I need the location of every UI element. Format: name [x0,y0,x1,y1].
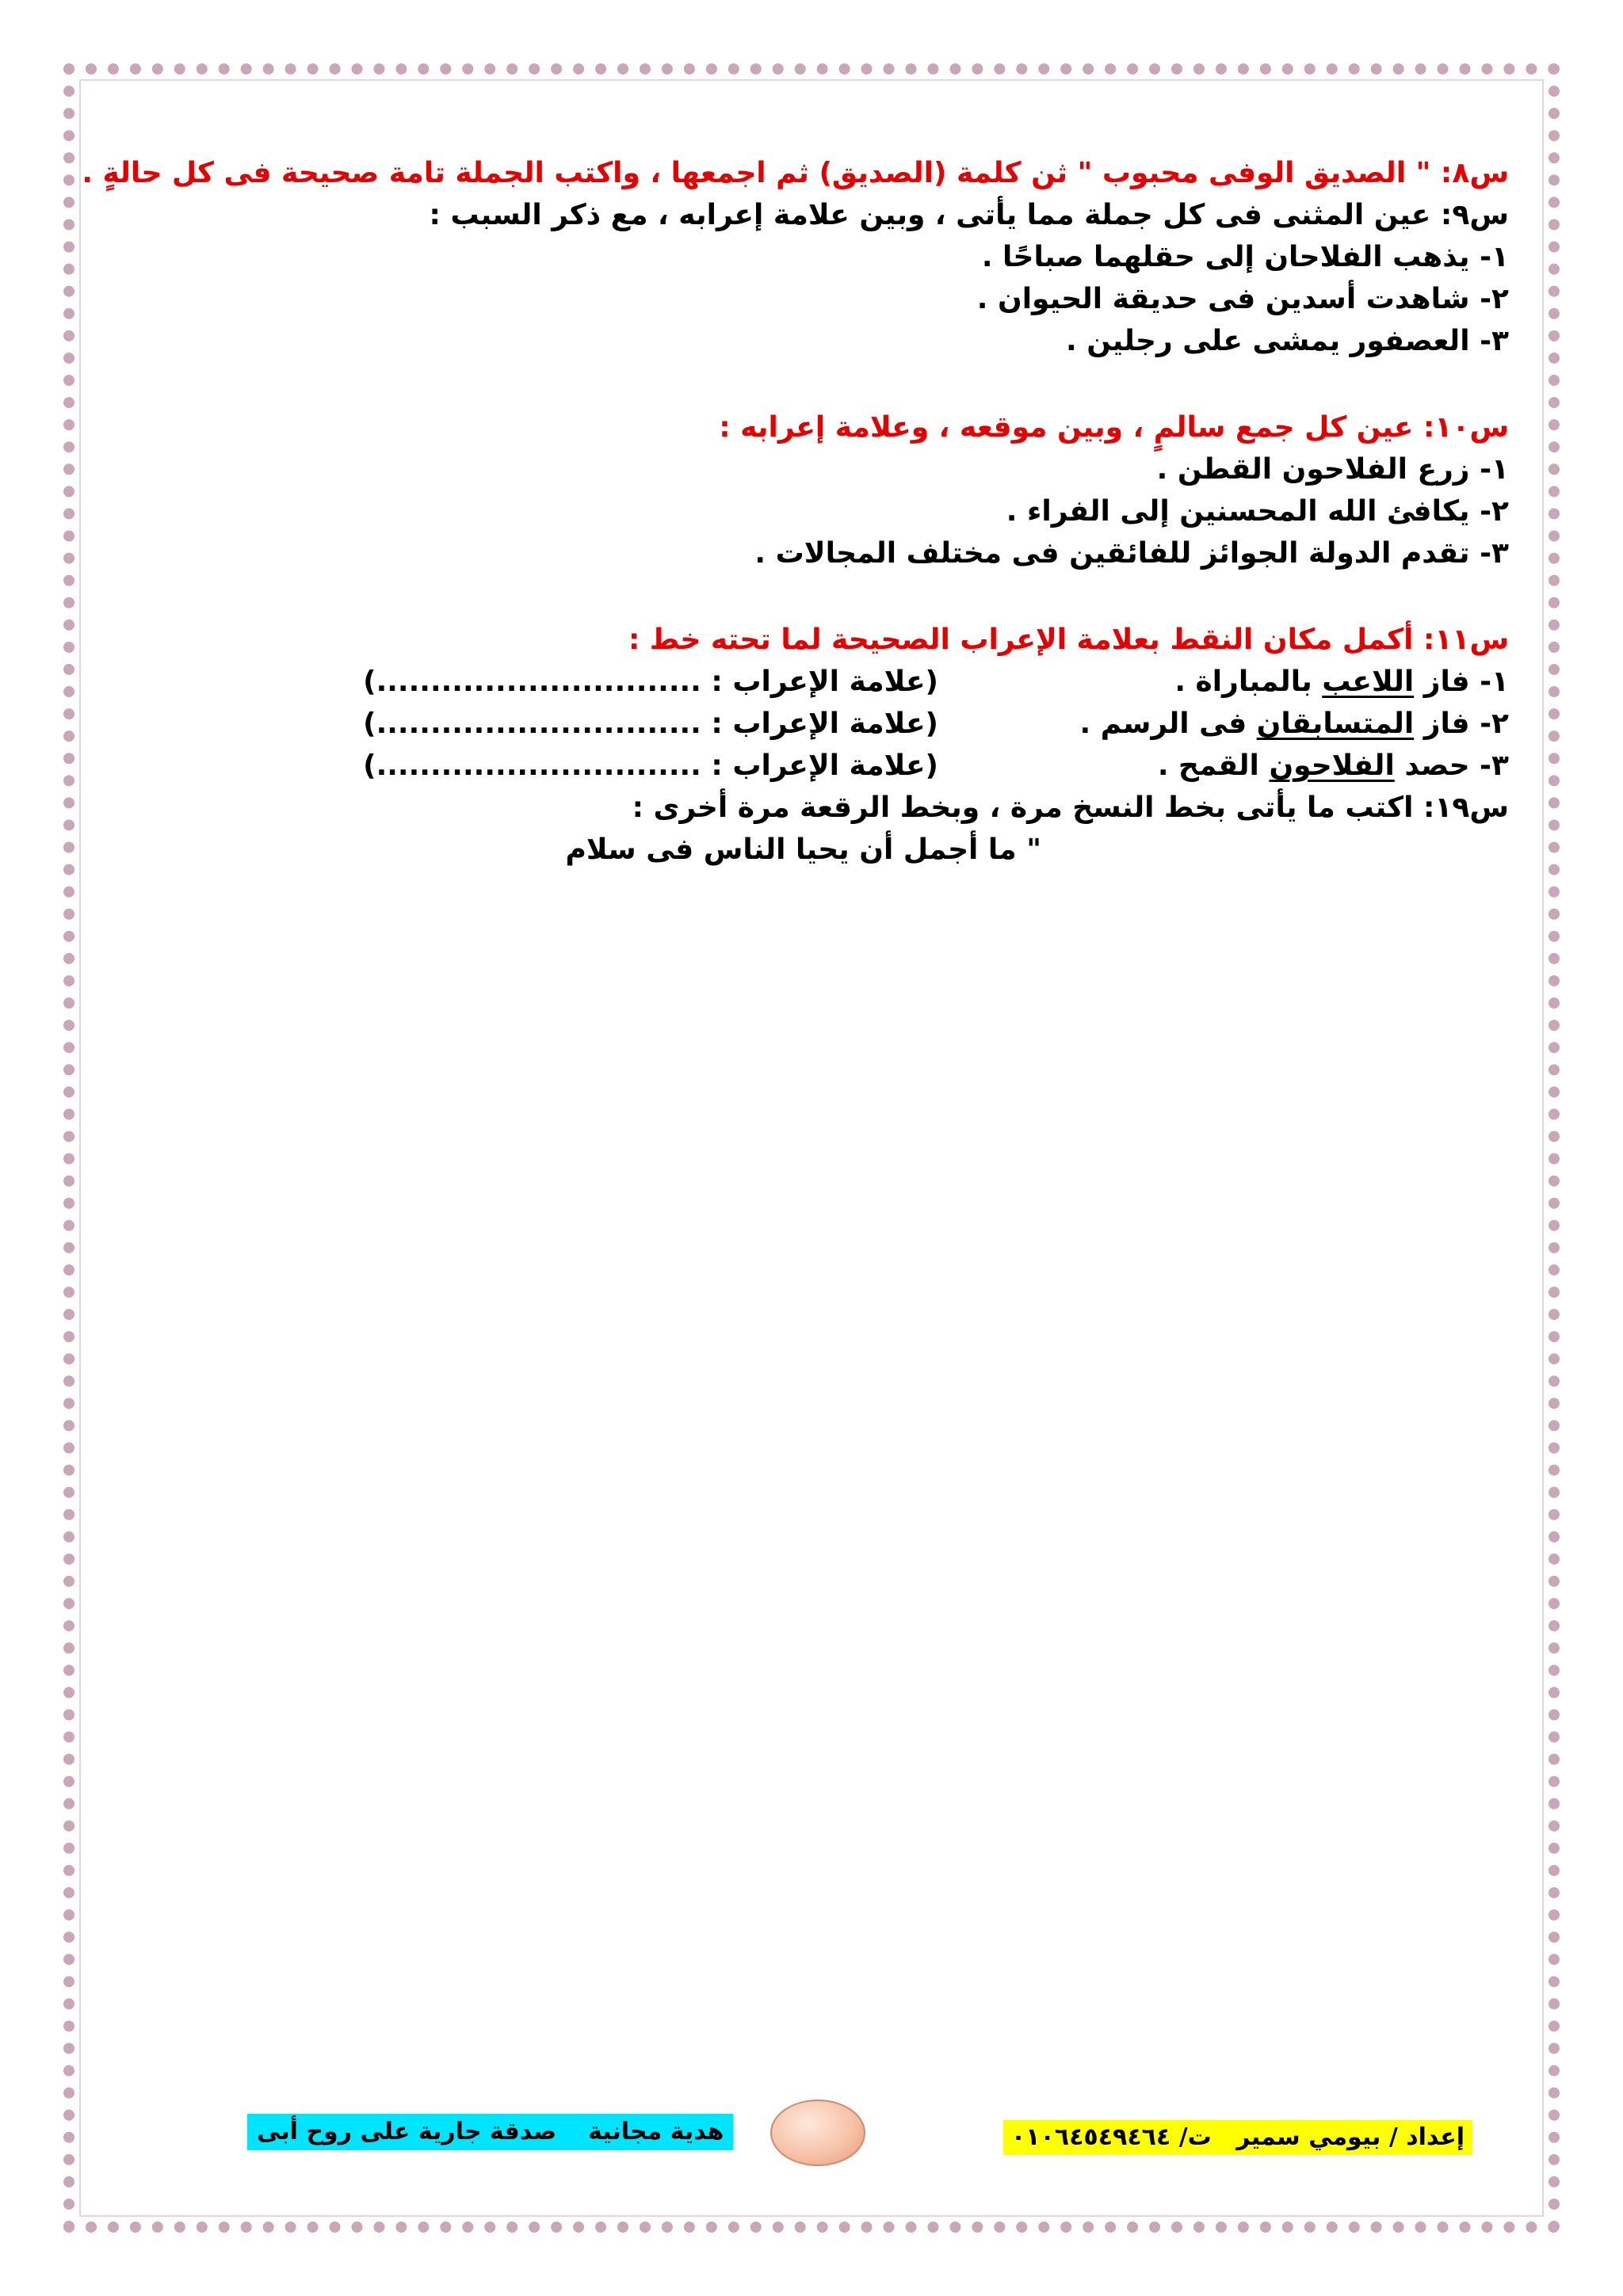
question-11-item [190,661,1509,703]
question-10-item: ١- زرع الفلاحون القطن . [1156,453,1509,486]
underlined-word: المتسابقان [1256,707,1415,740]
question-11-item [190,703,1509,745]
question-10-item: ٢- يكافئ الله المحسنين إلى الفراء . [1006,495,1509,528]
question-9-title: س٩: عين المثنى فى كل جملة مما يأتى ، وبين علامة إعرابه ، مع ذكر السبب : [429,199,1509,231]
question-10-title: س١٠: عين كل جمع سالمٍ ، وبين موقعه ، وعلامة إعرابه : [719,411,1509,444]
worksheet-content [82,152,1509,871]
answer-blank: (علامة الإعراب : ..............................) [363,666,938,698]
page-number-oval [770,2100,865,2166]
gift-label: هدية مجانية [588,2118,724,2145]
question-9-item: ١- يذهب الفلاحان إلى حقلهما صباحًا . [981,241,1509,273]
answer-blank: (علامة الإعراب : ..............................) [363,707,938,740]
answer-blank: (علامة الإعراب : ..............................) [363,749,938,782]
charity-label: صدقة جارية على روح أبى [257,2118,557,2145]
question-11-title: س١١: أكمل مكان النقط بعلامة الإعراب الصحيحة لما تحته خط : [628,624,1509,656]
sentence: ٣- حصد الفلاحون القمح . [1157,749,1509,782]
question-11-item [190,745,1509,787]
question-9-item: ٣- العصفور يمشى على رجلين . [1066,325,1509,357]
question-19-title: س١٩: اكتب ما يأتى بخط النسخ مرة ، وبخط الرقعة مرة أخرى : [632,791,1509,824]
underlined-word: الفلاحون [1269,749,1395,782]
question-8: س٨: " الصديق الوفى محبوب " ثن كلمة (الصديق) ثم اجمعها ، واكتب الجملة تامة صحيحة فى كل حالةٍ . [82,157,1509,189]
footer-dedication [247,2114,733,2150]
underlined-word: اللاعب [1322,666,1415,698]
question-19-quote: " ما أجمل أن يحيا الناس فى سلام [565,833,1041,866]
footer-author [1003,2120,1472,2155]
question-10-item: ٣- تقدم الدولة الجوائز للفائقين فى مختلف المجالات . [754,537,1509,570]
phone-label: ت/ ٠١٠٦٤٥٤٩٤٦٤ [1010,2123,1212,2151]
question-9-item: ٢- شاهدت أسدين فى حديقة الحيوان . [976,283,1509,315]
sentence: ٢- فاز المتسابقان فى الرسم . [1079,707,1509,740]
author-label: إعداد / بيومي سمير [1236,2123,1465,2151]
sentence: ١- فاز اللاعب بالمباراة . [1174,666,1509,698]
